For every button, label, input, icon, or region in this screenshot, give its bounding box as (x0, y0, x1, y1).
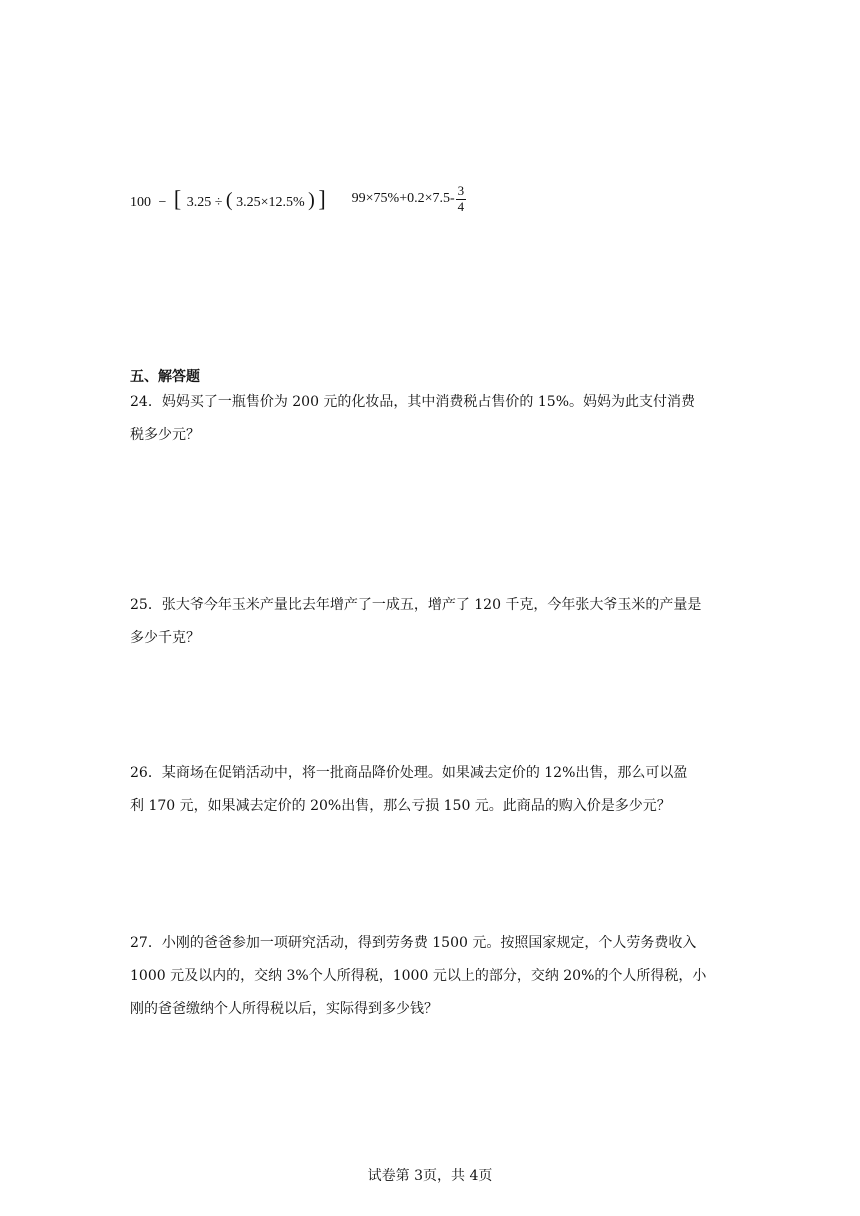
expression-2 (352, 184, 467, 215)
expr1-part-a: 3.25 ÷ (186, 194, 226, 210)
expr1-close-paren: ) (308, 188, 315, 211)
section-title: 五、解答题 (130, 369, 200, 385)
question-26 (130, 757, 735, 823)
question-line: 27．小刚的爸爸参加一项研究活动，得到劳务费 1500 元。按照国家规定，个人劳务费收入 (130, 935, 697, 951)
expr2-text: 99×75%+0.2×7.5- (351, 191, 455, 206)
expr1-minus: − (158, 194, 167, 210)
question-25 (130, 589, 735, 655)
fraction-three-quarters (456, 184, 467, 215)
question-line: 多少千克？ (130, 630, 200, 646)
expr1-part-b: 3.25×12.5% (236, 194, 305, 210)
question-line: 25．张大爷今年玉米产量比去年增产了一成五，增产了 120 千克，今年张大爷玉米的产量是 (130, 597, 702, 613)
question-27 (130, 927, 735, 1026)
expr1-open-paren: ( (225, 188, 233, 211)
calculation-expressions (130, 176, 466, 222)
expression-1 (130, 184, 326, 212)
question-line: 24．妈妈买了一瓶售价为 200 元的化妆品，其中消费税占售价的 15%。妈妈为此支付消费 (130, 394, 696, 410)
expr1-open-bracket: [ (173, 184, 182, 212)
fraction-numerator: 3 (457, 182, 465, 198)
question-24 (130, 386, 735, 452)
fraction-denominator: 4 (457, 198, 465, 214)
question-line: 26．某商场在促销活动中，将一批商品降价处理。如果减去定价的 12%出售，那么可以盈 (130, 765, 688, 781)
question-line: 刚的爸爸缴纳个人所得税以后，实际得到多少钱？ (130, 1001, 438, 1017)
question-line: 税多少元？ (130, 427, 200, 443)
question-line: 1000 元及以内的，交纳 3%个人所得税，1000 元以上的部分，交纳 20%的个人所得税，小 (130, 968, 707, 984)
expr1-prefix: 100 (130, 194, 151, 210)
question-line: 利 170 元，如果减去定价的 20%出售，那么亏损 150 元。此商品的购入价是多少元？ (130, 798, 671, 814)
page-footer: 试卷第 3页，共 4页 (367, 1168, 493, 1184)
expr1-close-bracket: ] (318, 184, 326, 212)
